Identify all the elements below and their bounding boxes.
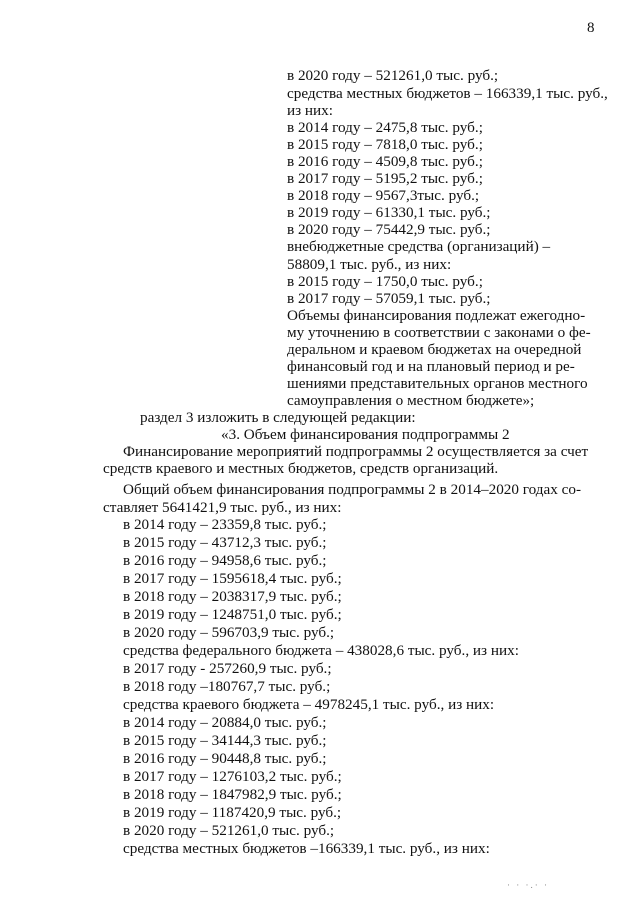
text-line: в 2017 году – 5195,2 тыс. руб.; <box>287 170 483 187</box>
list-item: в 2015 году – 34144,3 тыс. руб.; <box>123 732 327 749</box>
paragraph-line: Финансирование мероприятий подпрограммы 2 осуществляется за счет <box>123 443 589 460</box>
list-item: в 2019 году – 1187420,9 тыс. руб.; <box>123 804 342 821</box>
list-item: в 2018 году –180767,7 тыс. руб.; <box>123 678 331 695</box>
list-item: в 2014 году – 20884,0 тыс. руб.; <box>123 714 327 731</box>
section-heading: «3. Объем финансирования подпрограммы 2 <box>221 426 510 443</box>
text-line: Объемы финансирования подлежат ежегодно- <box>287 307 586 324</box>
text-line: средства местных бюджетов – 166339,1 тыс. руб., <box>287 85 608 102</box>
text-line: в 2014 году – 2475,8 тыс. руб.; <box>287 119 483 136</box>
text-line: в 2016 году – 4509,8 тыс. руб.; <box>287 153 483 170</box>
list-item: в 2020 году – 521261,0 тыс. руб.; <box>123 822 335 839</box>
text-line: в 2020 году – 521261,0 тыс. руб.; <box>287 67 499 84</box>
paragraph-line: ставляет 5641421,9 тыс. руб., из них: <box>103 499 342 516</box>
text-line: в 2015 году – 1750,0 тыс. руб.; <box>287 273 483 290</box>
text-line: деральном и краевом бюджетах на очередной <box>287 341 582 358</box>
list-item: в 2017 году - 257260,9 тыс. руб.; <box>123 660 332 677</box>
text-line: самоуправления о местном бюджете»; <box>287 392 535 409</box>
text-line: из них: <box>287 102 333 119</box>
text-line: в 2018 году – 9567,3тыс. руб.; <box>287 187 480 204</box>
federal-header: средства федерального бюджета – 438028,6 тыс. руб., из них: <box>123 642 519 659</box>
list-item: в 2017 году – 1595618,4 тыс. руб.; <box>123 570 342 587</box>
section-intro: раздел 3 изложить в следующей редакции: <box>140 409 416 426</box>
local-header: средства местных бюджетов –166339,1 тыс. руб., из них: <box>123 840 490 857</box>
text-line: в 2015 году – 7818,0 тыс. руб.; <box>287 136 483 153</box>
list-item: в 2020 году – 596703,9 тыс. руб.; <box>123 624 335 641</box>
regional-header: средства краевого бюджета – 4978245,1 тыс. руб., из них: <box>123 696 495 713</box>
text-line: шениями представительных органов местного <box>287 375 588 392</box>
scan-smudge: · · ·.· · <box>507 880 549 890</box>
text-line: внебюджетные средства (организаций) – <box>287 238 551 255</box>
list-item: в 2017 году – 1276103,2 тыс. руб.; <box>123 768 342 785</box>
list-item: в 2019 году – 1248751,0 тыс. руб.; <box>123 606 342 623</box>
list-item: в 2016 году – 90448,8 тыс. руб.; <box>123 750 327 767</box>
list-item: в 2016 году – 94958,6 тыс. руб.; <box>123 552 327 569</box>
list-item: в 2015 году – 43712,3 тыс. руб.; <box>123 534 327 551</box>
page-number: 8 <box>587 20 595 36</box>
text-line: му уточнению в соответствии с законами о фе- <box>287 324 591 341</box>
text-line: финансовый год и на плановый период и ре- <box>287 358 575 375</box>
list-item: в 2018 году – 1847982,9 тыс. руб.; <box>123 786 342 803</box>
text-line: в 2020 году – 75442,9 тыс. руб.; <box>287 221 491 238</box>
paragraph-line: средств краевого и местных бюджетов, средств организаций. <box>103 460 499 477</box>
text-line: в 2017 году – 57059,1 тыс. руб.; <box>287 290 491 307</box>
paragraph-line: Общий объем финансирования подпрограммы 2 в 2014–2020 годах со- <box>123 481 582 498</box>
text-line: 58809,1 тыс. руб., из них: <box>287 256 452 273</box>
list-item: в 2014 году – 23359,8 тыс. руб.; <box>123 516 327 533</box>
text-line: в 2019 году – 61330,1 тыс. руб.; <box>287 204 491 221</box>
list-item: в 2018 году – 2038317,9 тыс. руб.; <box>123 588 342 605</box>
